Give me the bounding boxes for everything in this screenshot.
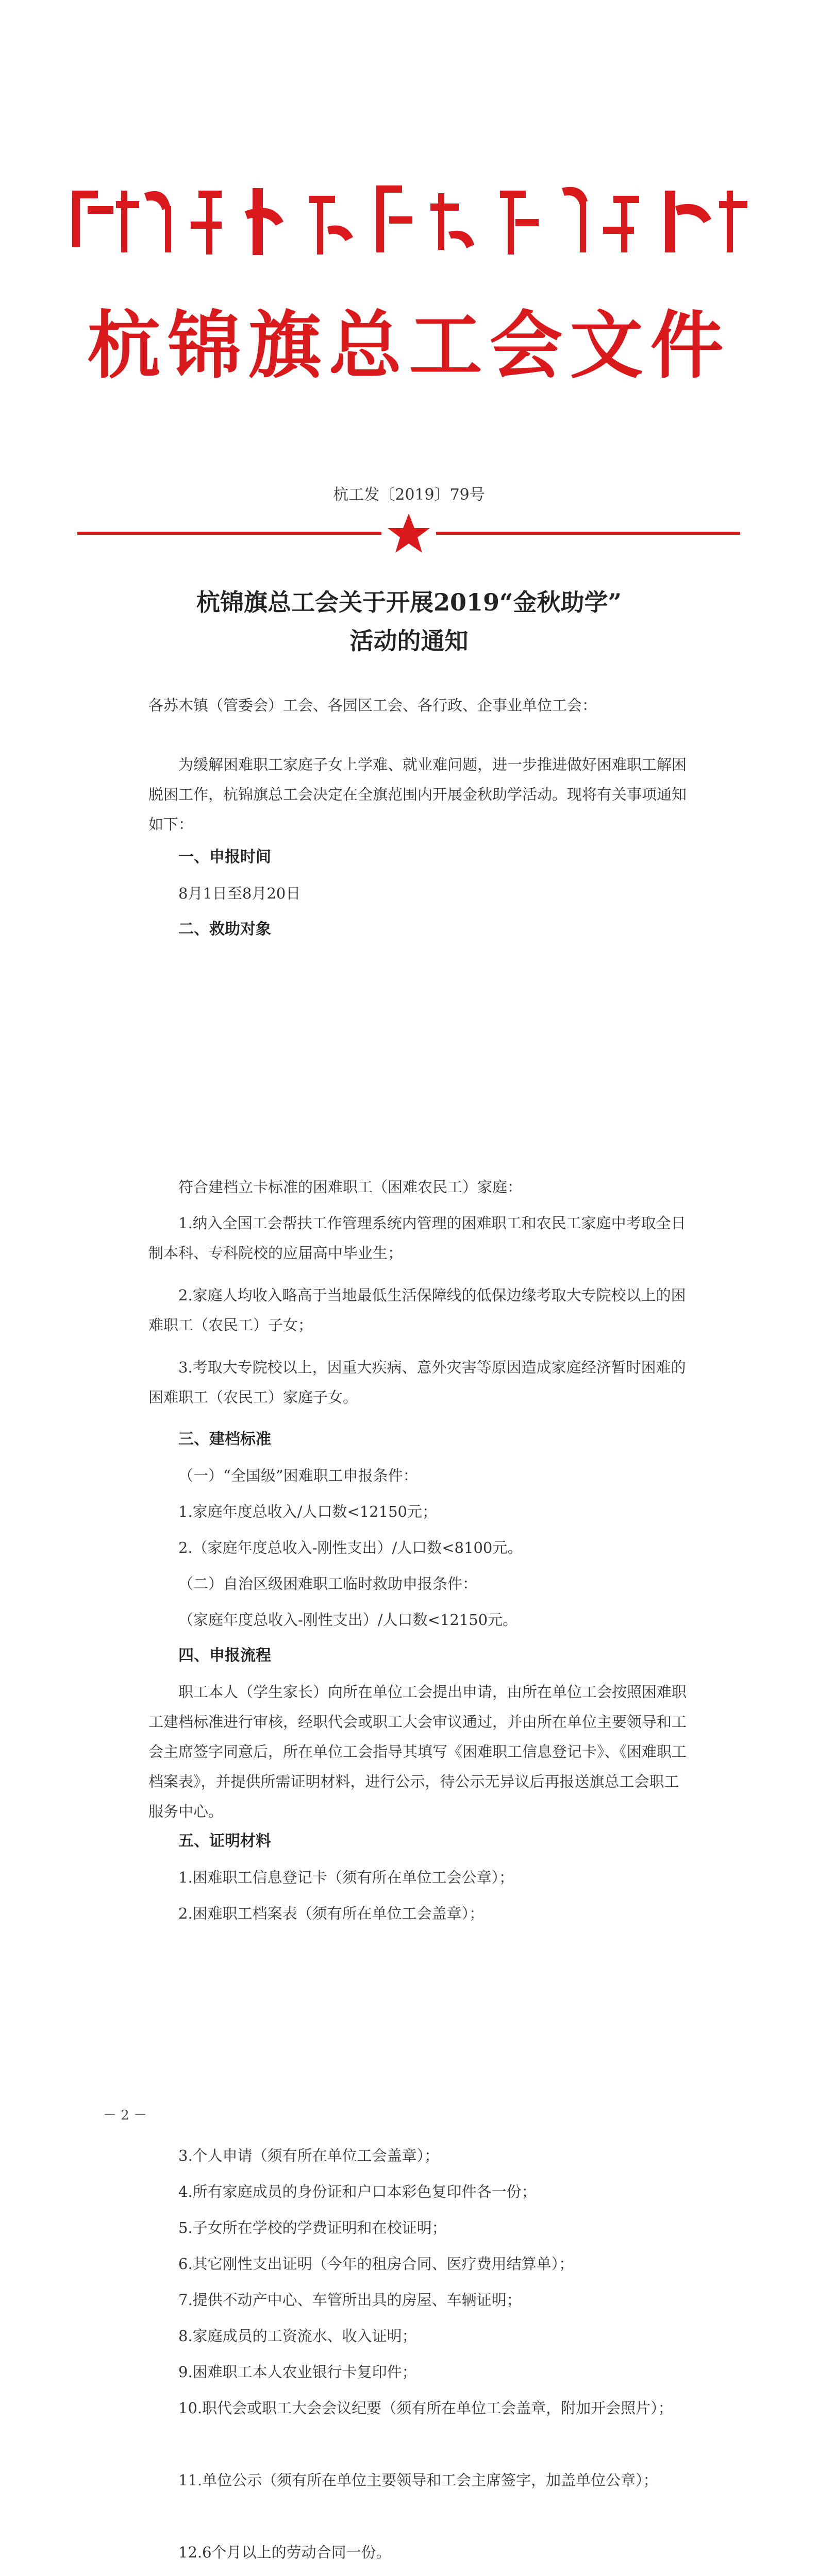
section-2-p4: 3.考取大专院校以上，因重大疾病、意外灾害等原因造成家庭经济暂时困难的困难职工（农民工）家庭子女。 bbox=[148, 1359, 686, 1406]
section-3-line-1: 1.家庭年度总收入/人口数<12150元； bbox=[178, 1503, 437, 1520]
section-5-item-4: 4.所有家庭成员的身份证和户口本彩色复印件各一份； bbox=[178, 2183, 537, 2200]
section-2-p3: 2.家庭人均收入略高于当地最低生活保障线的低保边缘考取大专院校以上的困难职工（农民工）子女； bbox=[148, 1286, 686, 1334]
section-4-text: 职工本人（学生家长）向所在单位工会提出申请，由所在单位工会按照困难职工建档标准进行审核，经职代会或职工大会审议通过，并由所在单位主要领导和工会主席签字同意后，所在单位工会指导其填写《困难职工信息登记卡》、《困难职工档案表》，并提供所需证明材料，进行公示，待公示无异议后再报送旗总工会职工服务中心。 bbox=[148, 1683, 687, 1820]
section-5-item-8: 8.家庭成员的工资流水、收入证明； bbox=[178, 2327, 417, 2345]
document-number: 杭工发〔2019〕79号 bbox=[333, 486, 485, 504]
section-3-line-2: 2.（家庭年度总收入-刚性支出）/人口数<8100元。 bbox=[178, 1539, 523, 1556]
section-5-item-11: 11.单位公示（须有所在单位主要领导和工会主席签字，加盖单位公章）； bbox=[178, 2471, 658, 2489]
section-3-line-3: （家庭年度总收入-刚性支出）/人口数<12150元。 bbox=[178, 1611, 518, 1629]
section-5-item-12: 12.6个月以上的劳动合同一份。 bbox=[178, 2544, 391, 2561]
section-3-sub1: （一）“全国级”困难职工申报条件： bbox=[178, 1467, 418, 1484]
section-2-p1: 符合建档立卡标准的困难职工（困难农民工）家庭： bbox=[178, 1178, 523, 1196]
section-1-text: 8月1日至8月20日 bbox=[178, 885, 301, 902]
section-5-item-9: 9.困难职工本人农业银行卡复印件； bbox=[178, 2363, 417, 2381]
red-star-icon bbox=[386, 513, 432, 554]
addressee: 各苏木镇（管委会）工会、各园区工会、各行政、企事业单位工会： bbox=[148, 697, 597, 714]
intro-paragraph: 为缓解困难职工家庭子女上学难、就业难问题，进一步推进做好困难职工解困脱困工作，杭锦旗总工会决定在全旗范围内开展金秋助学活动。现将有关事项通知如下： bbox=[148, 756, 687, 833]
section-3-sub2: （二）自治区级困难职工临时救助申报条件： bbox=[178, 1575, 478, 1592]
notice-title-line-2: 活动的通知 bbox=[349, 627, 469, 655]
red-divider-right bbox=[436, 532, 740, 535]
section-5-item-6: 6.其它刚性支出证明（今年的租房合同、医疗费用结算单）； bbox=[178, 2255, 574, 2273]
mongolian-script-banner bbox=[67, 170, 751, 268]
section-2-p2: 1.纳入全国工会帮扶工作管理系统内管理的困难职工和农民工家庭中考取全日制本科、专科院校的应届高中毕业生； bbox=[148, 1214, 686, 1262]
section-5-item-5: 5.子女所在学校的学费证明和在校证明； bbox=[178, 2219, 447, 2236]
section-4-heading: 四、申报流程 bbox=[178, 1647, 271, 1665]
section-6-heading bbox=[178, 2573, 271, 2576]
section-5-item-7: 7.提供不动产中心、车管所出具的房屋、车辆证明； bbox=[178, 2291, 522, 2309]
section-5-item-1: 1.困难职工信息登记卡（须有所在单位工会公章）； bbox=[178, 1869, 514, 1886]
section-3-heading: 三、建档标准 bbox=[178, 1430, 271, 1448]
page-number-2: － 2 － bbox=[103, 2108, 147, 2123]
org-title: 杭锦旗总工会文件 bbox=[87, 303, 731, 388]
section-5-item-3: 3.个人申请（须有所在单位工会盖章）； bbox=[178, 2147, 440, 2164]
section-5-heading: 五、证明材料 bbox=[178, 1832, 271, 1850]
section-1-heading: 一、申报时间 bbox=[178, 848, 271, 866]
section-5-item-2: 2.困难职工档案表（须有所在单位工会盖章）； bbox=[178, 1905, 485, 1922]
section-5-item-10: 10.职代会或职工大会会议纪要（须有所在单位工会盖章，附加开会照片）； bbox=[178, 2399, 673, 2417]
mongolian-script-graphic bbox=[67, 170, 751, 268]
notice-title-line-1: 杭锦旗总工会关于开展2019“金秋助学” bbox=[196, 588, 622, 616]
section-2-heading: 二、救助对象 bbox=[178, 920, 271, 938]
red-divider-left bbox=[77, 532, 381, 535]
